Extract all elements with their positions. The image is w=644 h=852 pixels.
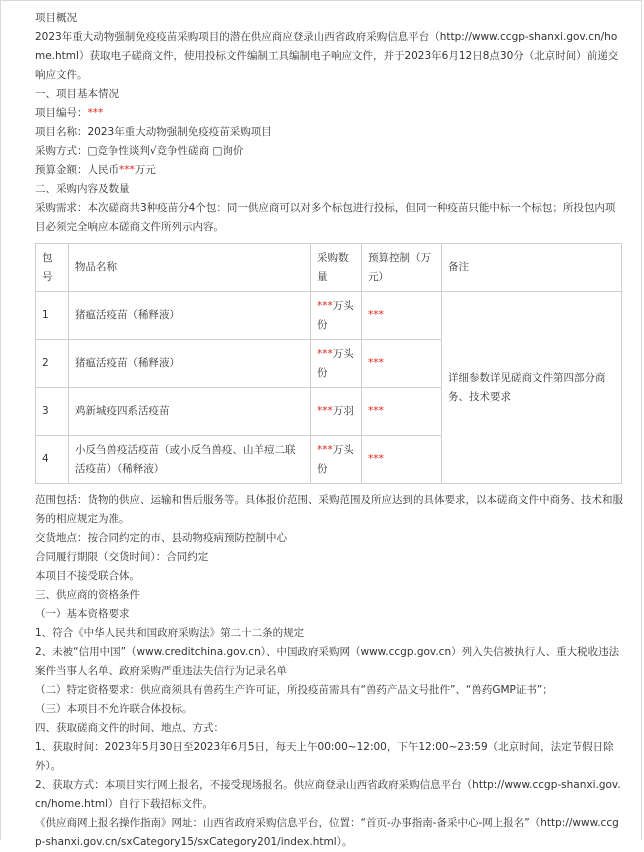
table-row xyxy=(36,292,622,340)
section-basic-heading: 一、项目基本情况 xyxy=(35,88,119,100)
quantity-mark: *** xyxy=(317,347,333,360)
basic-qualification-heading: （一）基本资格要求 xyxy=(35,608,130,620)
obtain-method: 2、获取方式：本项目实行网上报名，不接受现场报名。供应商登录山西省政府采购信息平台（http://www.ccgp-shanxi.gov.cn/home.html）自行下载招标文件。 xyxy=(35,779,621,810)
quantity-unit: 万头份 xyxy=(317,299,354,331)
header-remark: 备注 xyxy=(442,244,622,292)
budget-cell: *** xyxy=(362,340,442,388)
header-budget: 预算控制（万元） xyxy=(362,244,442,292)
procurement-method-line: 采购方式：□竞争性谈判√竞争性磋商 □询价 xyxy=(35,145,244,157)
quantity-cell xyxy=(311,436,362,484)
budget-cell: *** xyxy=(362,388,442,436)
qualification-item-1: 1、符合《中华人民共和国政府采购法》第二十二条的规定 xyxy=(35,627,305,639)
header-item-name: 物品名称 xyxy=(69,244,311,292)
obtain-time: 1、获取时间：2023年5月30日至2023年6月5日，每天上午00:00~12:00，下午12:00~23:59（北京时间，法定节假日除外）。 xyxy=(35,741,614,772)
item-name: 猪瘟活疫苗（稀释液） xyxy=(69,340,311,388)
package-no: 3 xyxy=(36,388,69,436)
project-number-line xyxy=(35,104,623,123)
intro-text: 2023年重大动物强制免疫疫苗采购项目的潜在供应商应登录山西省政府采购信息平台（http://www.ccgp-shanxi.gov.cn/home.html）获取电子磋商文件，使用投标文件编制工具编制电子响应文件，并于2023年6月12日8点30分（北京时间）前递交响应文件。 xyxy=(35,31,619,81)
package-no: 1 xyxy=(36,292,69,340)
quantity-cell xyxy=(311,388,362,436)
item-name: 猪瘟活疫苗（稀释液） xyxy=(69,292,311,340)
items-table xyxy=(35,243,622,484)
budget-line xyxy=(35,161,623,180)
project-number-value: *** xyxy=(87,107,104,119)
intro-heading: 项目概况 xyxy=(35,12,77,24)
section-procurement-heading: 二、采购内容及数量 xyxy=(35,183,130,195)
quantity-mark: *** xyxy=(317,405,333,417)
procurement-demand: 采购需求：本次磋商共3种疫苗分4个包：同一供应商可以对多个标包进行投标，但同一种疫苗只能中标一个标包；所投包内项目必须完全响应本磋商文件所列示内容。 xyxy=(35,202,616,233)
project-number-label: 项目编号： xyxy=(35,107,88,119)
quantity-mark: *** xyxy=(317,443,333,456)
budget-value: *** xyxy=(119,164,135,176)
header-package-no: 包号 xyxy=(36,244,69,292)
quantity-mark: *** xyxy=(317,299,333,312)
section-obtain-heading: 四、获取磋商文件的时间、地点、方式： xyxy=(35,722,224,734)
item-name: 小反刍兽疫活疫苗（或小反刍兽疫、山羊痘二联活疫苗）（稀释液） xyxy=(69,436,311,484)
quantity-unit: 万头份 xyxy=(317,347,354,379)
item-name: 鸡新城疫四系活疫苗 xyxy=(69,388,311,436)
quantity-cell xyxy=(311,340,362,388)
section-qualification-heading: 三、供应商的资格条件 xyxy=(35,589,140,601)
package-no: 2 xyxy=(36,340,69,388)
budget-cell: *** xyxy=(362,436,442,484)
delivery-location: 交货地点：按合同约定的市、县动物疫病预防控制中心 xyxy=(35,532,287,544)
table-header-row xyxy=(36,244,622,292)
quantity-unit: 万羽 xyxy=(332,405,354,417)
budget-cell: *** xyxy=(362,292,442,340)
remark-cell: 详细参数详见磋商文件第四部分商务、技术要求 xyxy=(442,292,622,484)
document-body xyxy=(35,9,623,852)
header-quantity: 采购数量 xyxy=(311,244,362,292)
contract-period: 合同履行期限（交货时间）：合同约定 xyxy=(35,551,209,563)
scope-paragraph: 范围包括：货物的供应、运输和售后服务等。具体报价范围、采购范围及所应达到的具体要求，以本磋商文件中商务、技术和服务的相应规定为准。 xyxy=(35,494,623,525)
package-no: 4 xyxy=(36,436,69,484)
project-name-line: 项目名称：2023年重大动物强制免疫疫苗采购项目 xyxy=(35,126,272,138)
no-consortium-note: 本项目不接受联合体。 xyxy=(35,570,140,582)
budget-prefix: 预算金额：人民币 xyxy=(35,164,119,176)
qualification-item-2: 2、未被“信用中国”（www.creditchina.gov.cn）、中国政府采购网（www.ccgp.gov.cn）列入失信被执行人、重大税收违法案件当事人名单、政府采购严重违法失信行为记录名单 xyxy=(35,646,620,677)
consortium-not-allowed: （三）本项目不允许联合体投标。 xyxy=(35,703,193,715)
quantity-unit: 万头份 xyxy=(317,443,354,475)
quantity-cell xyxy=(311,292,362,340)
budget-suffix: 万元 xyxy=(134,164,156,176)
registration-guide: 《供应商网上报名操作指南》网址：山西省政府采购信息平台，位置：“首页-办事指南-备采中心-网上报名”（http://www.ccgp-shanxi.gov.cn/sxCategory15/sxCategory201/index.html）。 xyxy=(35,817,619,848)
specific-qualification: （二）特定资格要求：供应商须具有兽药生产许可证，所投疫苗需具有“兽药产品文号批件”、“兽药GMP证书”； xyxy=(35,684,553,696)
